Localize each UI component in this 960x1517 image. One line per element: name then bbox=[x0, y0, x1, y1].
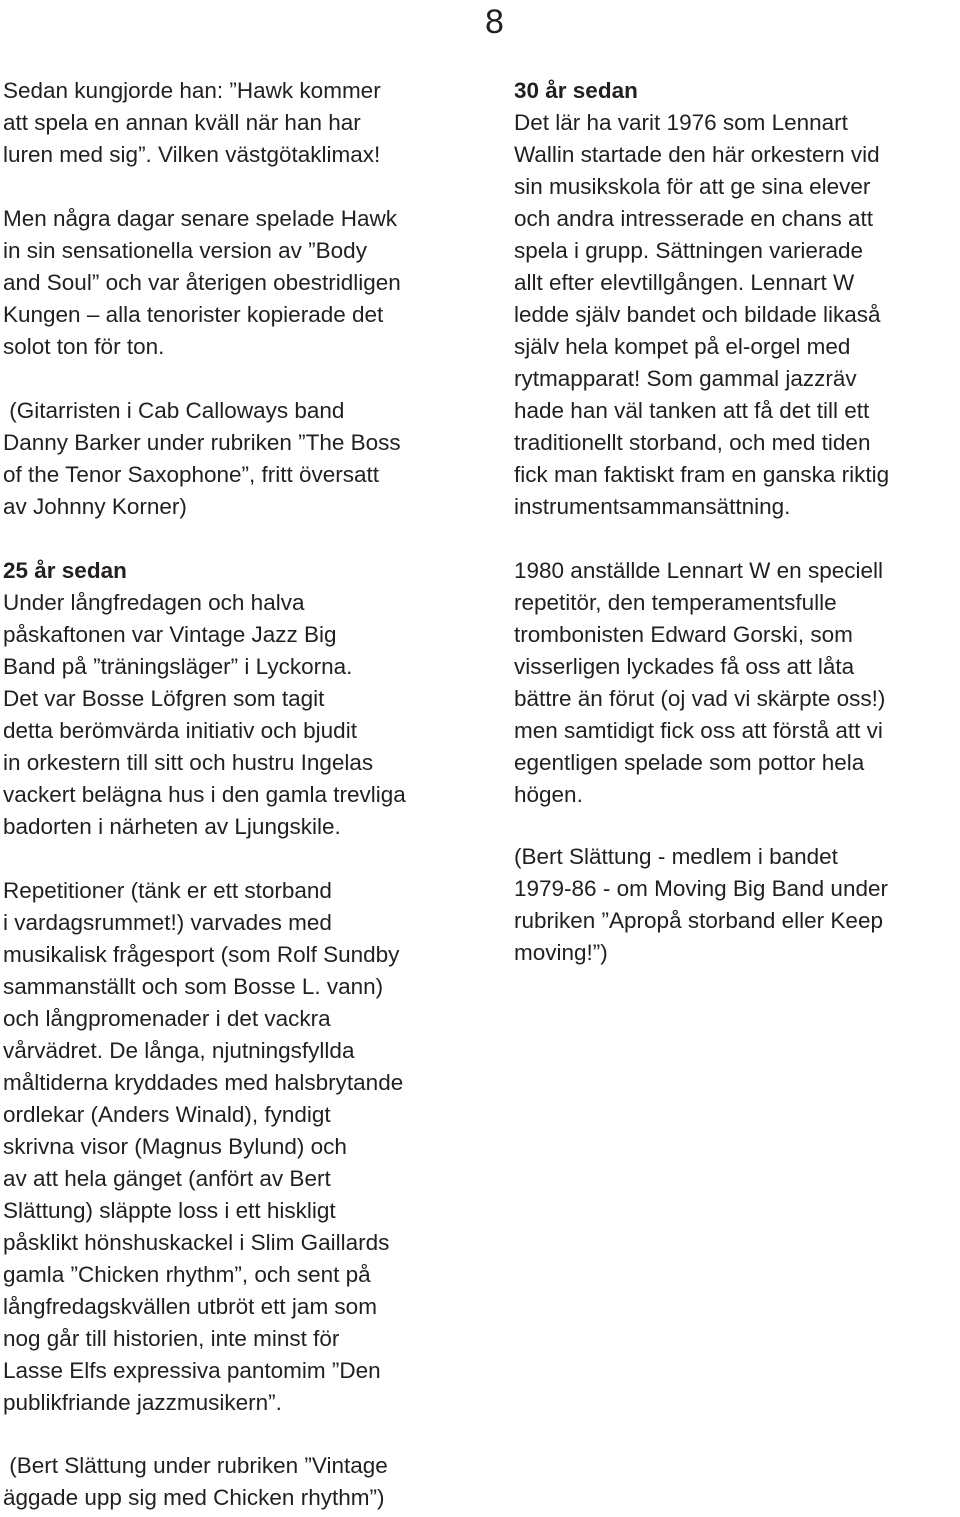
text-line: trombonisten Edward Gorski, som bbox=[514, 622, 853, 647]
text-line: vårvädret. De långa, njutningsfyllda bbox=[3, 1038, 355, 1063]
text-line: Under långfredagen och halva bbox=[3, 590, 305, 615]
text-line: of the Tenor Saxophone”, fritt översatt bbox=[3, 462, 380, 487]
section-heading-30-years: 30 år sedan bbox=[514, 78, 638, 103]
text-line: Band på ”träningsläger” i Lyckorna. bbox=[3, 654, 353, 679]
text-line: Danny Barker under rubriken ”The Boss bbox=[3, 430, 401, 455]
text-line: egentligen spelade som pottor hela bbox=[514, 750, 865, 775]
footer-attribution bbox=[3, 1450, 503, 1514]
text-line: gamla ”Chicken rhythm”, och sent på bbox=[3, 1262, 371, 1287]
text-line: Kungen – alla tenorister kopierade det bbox=[3, 302, 384, 327]
text-line: Lasse Elfs expressiva pantomim ”Den bbox=[3, 1358, 381, 1383]
text-line: rytmapparat! Som gammal jazzräv bbox=[514, 366, 857, 391]
text-line: äggade upp sig med Chicken rhythm”) bbox=[3, 1485, 385, 1510]
text-line: rubriken ”Apropå storband eller Keep bbox=[514, 908, 883, 933]
text-line: fick man faktiskt fram en ganska riktig bbox=[514, 462, 890, 487]
paragraph-wallin bbox=[514, 107, 960, 523]
paragraph-attribution-slattung bbox=[514, 841, 960, 969]
text-line: i vardagsrummet!) varvades med bbox=[3, 910, 332, 935]
text-line: och andra intresserade en chans att bbox=[514, 206, 873, 231]
paragraph-body-and-soul bbox=[3, 203, 483, 363]
text-line: men samtidigt fick oss att förstå att vi bbox=[514, 718, 883, 743]
text-line: Men några dagar senare spelade Hawk bbox=[3, 206, 397, 231]
text-line: Repetitioner (tänk er ett storband bbox=[3, 878, 332, 903]
text-line: (Gitarristen i Cab Calloways band bbox=[3, 398, 345, 423]
text-line: in sin sensationella version av ”Body bbox=[3, 238, 367, 263]
text-line: högen. bbox=[514, 782, 583, 807]
section-heading-25-years: 25 år sedan bbox=[3, 558, 127, 583]
text-line: visserligen lyckades få oss att låta bbox=[514, 654, 855, 679]
text-line: badorten i närheten av Ljungskile. bbox=[3, 814, 341, 839]
text-line: allt efter elevtillgången. Lennart W bbox=[514, 270, 855, 295]
text-line: skrivna visor (Magnus Bylund) och bbox=[3, 1134, 347, 1159]
left-column bbox=[3, 75, 483, 1419]
text-line: hade han väl tanken att få det till ett bbox=[514, 398, 870, 423]
text-line: vackert belägna hus i den gamla trevliga bbox=[3, 782, 406, 807]
text-line: 1979-86 - om Moving Big Band under bbox=[514, 876, 888, 901]
text-line: påskaftonen var Vintage Jazz Big bbox=[3, 622, 337, 647]
text-line: och långpromenader i det vackra bbox=[3, 1006, 331, 1031]
text-line: repetitör, den temperamentsfulle bbox=[514, 590, 837, 615]
text-line: sin musikskola för att ge sina elever bbox=[514, 174, 871, 199]
text-line: moving!”) bbox=[514, 940, 608, 965]
text-line: Wallin startade den här orkestern vid bbox=[514, 142, 880, 167]
paragraph-hawk-announcement bbox=[3, 75, 483, 171]
paragraph-lyckorna bbox=[3, 587, 483, 843]
text-line: bättre än förut (oj vad vi skärpte oss!) bbox=[514, 686, 886, 711]
text-line: (Bert Slättung under rubriken ”Vintage bbox=[3, 1453, 388, 1478]
text-line: in orkestern till sitt och hustru Ingelas bbox=[3, 750, 374, 775]
text-line: publikfriande jazzmusikern”. bbox=[3, 1390, 282, 1415]
text-line: nog går till historien, inte minst för bbox=[3, 1326, 340, 1351]
text-line: av Johnny Korner) bbox=[3, 494, 187, 519]
paragraph-repetitioner bbox=[3, 875, 483, 1419]
text-line: spela i grupp. Sättningen varierade bbox=[514, 238, 863, 263]
text-line: 1980 anställde Lennart W en speciell bbox=[514, 558, 883, 583]
text-line: måltiderna kryddades med halsbrytande bbox=[3, 1070, 404, 1095]
text-line: detta berömvärda initiativ och bjudit bbox=[3, 718, 357, 743]
text-line: ordlekar (Anders Winald), fyndigt bbox=[3, 1102, 331, 1127]
text-line: musikalisk frågesport (som Rolf Sundby bbox=[3, 942, 400, 967]
text-line: solot ton för ton. bbox=[3, 334, 165, 359]
text-line: påsklikt hönshuskackel i Slim Gaillards bbox=[3, 1230, 390, 1255]
text-line: av att hela gänget (anfört av Bert bbox=[3, 1166, 331, 1191]
paragraph-gorski bbox=[514, 555, 960, 811]
text-line: sammanställt och som Bosse L. vann) bbox=[3, 974, 384, 999]
text-line: Det lär ha varit 1976 som Lennart bbox=[514, 110, 848, 135]
text-line: traditionellt storband, och med tiden bbox=[514, 430, 871, 455]
text-line: ledde själv bandet och bildade likaså bbox=[514, 302, 881, 327]
text-line: Det var Bosse Löfgren som tagit bbox=[3, 686, 325, 711]
right-column bbox=[514, 75, 960, 969]
text-line: (Bert Slättung - medlem i bandet bbox=[514, 844, 838, 869]
text-line: långfredagskvällen utbröt ett jam som bbox=[3, 1294, 377, 1319]
text-line: Slättung) släppte loss i ett hiskligt bbox=[3, 1198, 336, 1223]
text-line: instrumentsammansättning. bbox=[514, 494, 791, 519]
text-line: själv hela kompet på el-orgel med bbox=[514, 334, 851, 359]
text-line: luren med sig”. Vilken västgötaklimax! bbox=[3, 142, 381, 167]
page-number: 8 bbox=[485, 3, 504, 41]
text-line: att spela en annan kväll när han har bbox=[3, 110, 361, 135]
text-line: Sedan kungjorde han: ”Hawk kommer bbox=[3, 78, 381, 103]
paragraph-attribution-barker bbox=[3, 395, 483, 523]
text-line: and Soul” och var återigen obestridligen bbox=[3, 270, 401, 295]
